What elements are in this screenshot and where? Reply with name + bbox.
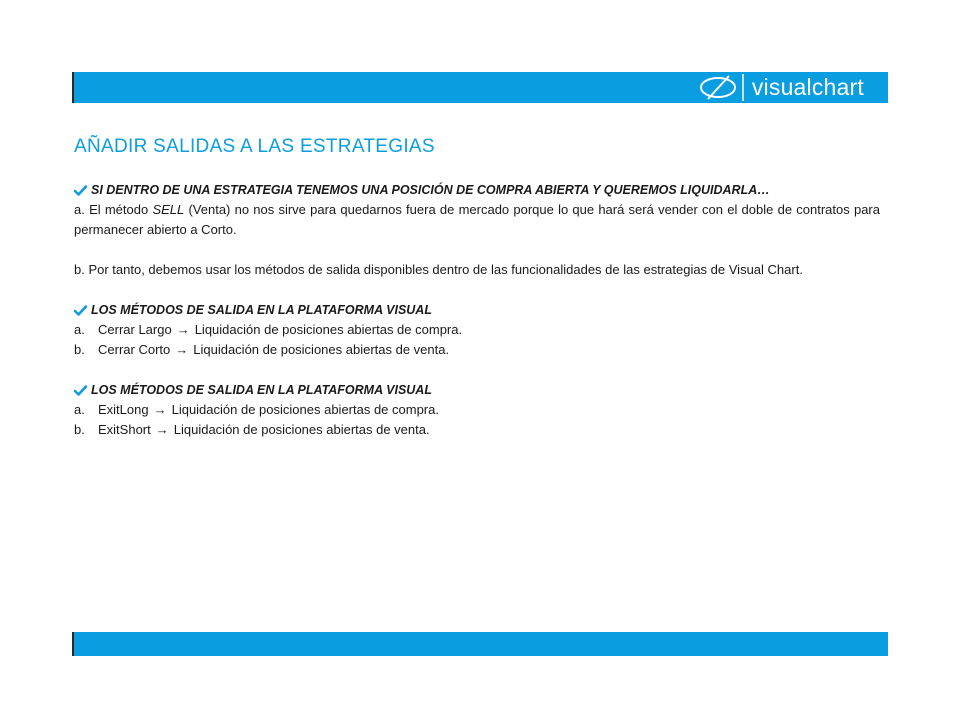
arrow-right-icon: →: [176, 322, 190, 337]
list-item: [74, 340, 880, 360]
page-title: AÑADIR SALIDAS A LAS ESTRATEGIAS: [74, 136, 435, 157]
method-description: Liquidación de posiciones abiertas de compra.: [171, 402, 439, 417]
section-heading-3: [74, 380, 880, 400]
method-description: Liquidación de posiciones abiertas de venta.: [173, 422, 430, 437]
paragraph-a-suffix: (Venta) no nos sirve para quedarnos fuera de mercado porque lo que hará será vender con el doble de contratos para permanecer abierto a Corto.: [74, 202, 880, 237]
method-name: ExitLong: [98, 402, 149, 417]
list-item: [74, 400, 880, 420]
method-description: Liquidación de posiciones abiertas de venta.: [193, 342, 450, 357]
section-heading-text: LOS MÉTODOS DE SALIDA EN LA PLATAFORMA VISUAL: [91, 303, 432, 317]
paragraph-a: [74, 200, 880, 240]
check-icon: [74, 305, 87, 316]
list-letter: b.: [74, 342, 85, 357]
list-item: [74, 320, 880, 340]
list-letter: b.: [74, 422, 85, 437]
arrow-right-icon: →: [153, 402, 167, 417]
arrow-right-icon: →: [155, 422, 169, 437]
method-name: ExitShort: [98, 422, 151, 437]
list-letter: a.: [74, 322, 85, 337]
logo-text: visualchart: [751, 74, 864, 100]
slide-content: [74, 180, 880, 440]
paragraph-a-prefix: a. El método: [74, 202, 153, 217]
method-name: Cerrar Corto: [98, 342, 171, 357]
check-icon: [74, 185, 87, 196]
footer-bar-edge: [72, 632, 74, 656]
list-item: [74, 420, 880, 440]
section-heading-1: [74, 180, 880, 200]
arrow-right-icon: →: [175, 342, 189, 357]
method-name: Cerrar Largo: [98, 322, 172, 337]
list-letter: a.: [74, 402, 85, 417]
check-icon: [74, 385, 87, 396]
header-bar-edge: [72, 72, 74, 103]
header-bar: [72, 72, 888, 103]
method-description: Liquidación de posiciones abiertas de compra.: [194, 322, 463, 337]
paragraph-b: b. Por tanto, debemos usar los métodos de salida disponibles dentro de las funcionalidades de las estrategias de Visual Chart.: [74, 262, 803, 277]
footer-bar: [72, 632, 888, 656]
visualchart-logo-icon: [698, 74, 744, 101]
section-heading-text: LOS MÉTODOS DE SALIDA EN LA PLATAFORMA VISUAL: [91, 383, 432, 397]
sell-keyword: SELL: [152, 202, 185, 217]
section-heading-2: [74, 300, 880, 320]
section-heading-text: SI DENTRO DE UNA ESTRATEGIA TENEMOS UNA POSICIÓN DE COMPRA ABIERTA Y QUEREMOS LIQUIDARLA…: [91, 183, 770, 197]
brand-logo: [698, 74, 864, 101]
